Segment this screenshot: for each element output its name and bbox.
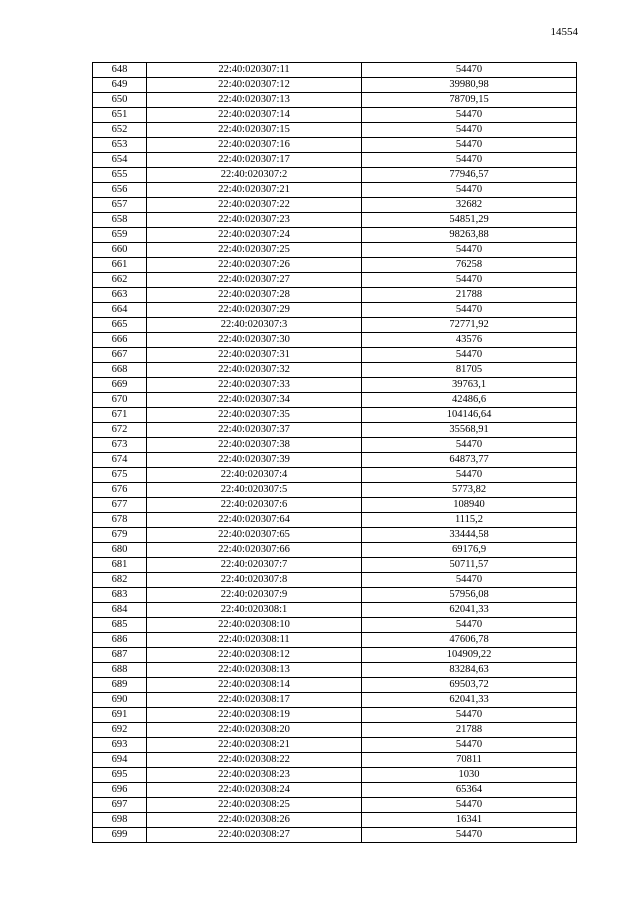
row-number-cell: 697 <box>93 798 147 813</box>
value-cell: 54470 <box>362 798 577 813</box>
cadastral-number-cell: 22:40:020307:14 <box>147 108 362 123</box>
row-number-cell: 655 <box>93 168 147 183</box>
table-row <box>93 228 577 243</box>
table-row <box>93 618 577 633</box>
row-number-cell: 659 <box>93 228 147 243</box>
row-number-cell: 692 <box>93 723 147 738</box>
table-row <box>93 393 577 408</box>
row-number-cell: 693 <box>93 738 147 753</box>
cadastral-number-cell: 22:40:020307:29 <box>147 303 362 318</box>
table-row <box>93 603 577 618</box>
value-cell: 62041,33 <box>362 603 577 618</box>
value-cell: 76258 <box>362 258 577 273</box>
table-row <box>93 753 577 768</box>
table-row <box>93 423 577 438</box>
row-number-cell: 677 <box>93 498 147 513</box>
row-number-cell: 685 <box>93 618 147 633</box>
table-row <box>93 663 577 678</box>
table-row <box>93 273 577 288</box>
value-cell: 43576 <box>362 333 577 348</box>
row-number-cell: 676 <box>93 483 147 498</box>
row-number-cell: 688 <box>93 663 147 678</box>
table-row <box>93 573 577 588</box>
value-cell: 54470 <box>362 243 577 258</box>
value-cell: 108940 <box>362 498 577 513</box>
row-number-cell: 673 <box>93 438 147 453</box>
value-cell: 104909,22 <box>362 648 577 663</box>
row-number-cell: 652 <box>93 123 147 138</box>
value-cell: 57956,08 <box>362 588 577 603</box>
row-number-cell: 672 <box>93 423 147 438</box>
row-number-cell: 653 <box>93 138 147 153</box>
table-row <box>93 378 577 393</box>
value-cell: 65364 <box>362 783 577 798</box>
value-cell: 16341 <box>362 813 577 828</box>
table-row <box>93 93 577 108</box>
cadastral-number-cell: 22:40:020307:66 <box>147 543 362 558</box>
row-number-cell: 648 <box>93 63 147 78</box>
value-cell: 78709,15 <box>362 93 577 108</box>
value-cell: 21788 <box>362 723 577 738</box>
cadastral-number-cell: 22:40:020308:14 <box>147 678 362 693</box>
cadastral-number-cell: 22:40:020307:64 <box>147 513 362 528</box>
row-number-cell: 695 <box>93 768 147 783</box>
value-cell: 72771,92 <box>362 318 577 333</box>
cadastral-number-cell: 22:40:020307:13 <box>147 93 362 108</box>
value-cell: 54470 <box>362 108 577 123</box>
value-cell: 54470 <box>362 303 577 318</box>
table-row <box>93 453 577 468</box>
value-cell: 42486,6 <box>362 393 577 408</box>
row-number-cell: 674 <box>93 453 147 468</box>
row-number-cell: 656 <box>93 183 147 198</box>
row-number-cell: 680 <box>93 543 147 558</box>
value-cell: 104146,64 <box>362 408 577 423</box>
table-row <box>93 123 577 138</box>
cadastral-number-cell: 22:40:020307:32 <box>147 363 362 378</box>
cadastral-number-cell: 22:40:020307:9 <box>147 588 362 603</box>
row-number-cell: 660 <box>93 243 147 258</box>
cadastral-number-cell: 22:40:020307:38 <box>147 438 362 453</box>
value-cell: 54470 <box>362 708 577 723</box>
cadastral-number-cell: 22:40:020307:65 <box>147 528 362 543</box>
cadastral-number-cell: 22:40:020308:19 <box>147 708 362 723</box>
value-cell: 54470 <box>362 183 577 198</box>
table-row <box>93 363 577 378</box>
table-row <box>93 633 577 648</box>
value-cell: 54470 <box>362 438 577 453</box>
table-row <box>93 183 577 198</box>
value-cell: 54470 <box>362 138 577 153</box>
row-number-cell: 684 <box>93 603 147 618</box>
value-cell: 54470 <box>362 573 577 588</box>
value-cell: 39980,98 <box>362 78 577 93</box>
table-row <box>93 138 577 153</box>
cadastral-number-cell: 22:40:020307:35 <box>147 408 362 423</box>
row-number-cell: 681 <box>93 558 147 573</box>
cadastral-number-cell: 22:40:020307:8 <box>147 573 362 588</box>
row-number-cell: 658 <box>93 213 147 228</box>
value-cell: 39763,1 <box>362 378 577 393</box>
value-cell: 47606,78 <box>362 633 577 648</box>
value-cell: 54470 <box>362 828 577 843</box>
value-cell: 54470 <box>362 123 577 138</box>
table-row <box>93 168 577 183</box>
cadastral-number-cell: 22:40:020308:10 <box>147 618 362 633</box>
table-row <box>93 198 577 213</box>
cadastral-number-cell: 22:40:020307:39 <box>147 453 362 468</box>
value-cell: 54470 <box>362 348 577 363</box>
row-number-cell: 649 <box>93 78 147 93</box>
row-number-cell: 650 <box>93 93 147 108</box>
table-row <box>93 348 577 363</box>
row-number-cell: 665 <box>93 318 147 333</box>
table-row <box>93 63 577 78</box>
table-row <box>93 498 577 513</box>
table-row <box>93 693 577 708</box>
cadastral-number-cell: 22:40:020307:2 <box>147 168 362 183</box>
table-body <box>93 63 577 843</box>
value-cell: 81705 <box>362 363 577 378</box>
cadastral-number-cell: 22:40:020307:17 <box>147 153 362 168</box>
cadastral-number-cell: 22:40:020308:11 <box>147 633 362 648</box>
table-row <box>93 153 577 168</box>
row-number-cell: 683 <box>93 588 147 603</box>
row-number-cell: 662 <box>93 273 147 288</box>
value-cell: 32682 <box>362 198 577 213</box>
value-cell: 54470 <box>362 153 577 168</box>
cadastral-number-cell: 22:40:020307:5 <box>147 483 362 498</box>
cadastral-number-cell: 22:40:020307:6 <box>147 498 362 513</box>
value-cell: 1115,2 <box>362 513 577 528</box>
value-cell: 50711,57 <box>362 558 577 573</box>
cadastral-number-cell: 22:40:020308:25 <box>147 798 362 813</box>
table-row <box>93 288 577 303</box>
cadastral-number-cell: 22:40:020307:15 <box>147 123 362 138</box>
table-row <box>93 258 577 273</box>
value-cell: 54470 <box>362 618 577 633</box>
cadastral-number-cell: 22:40:020307:37 <box>147 423 362 438</box>
value-cell: 69503,72 <box>362 678 577 693</box>
row-number-cell: 687 <box>93 648 147 663</box>
cadastral-number-cell: 22:40:020307:31 <box>147 348 362 363</box>
cadastral-number-cell: 22:40:020308:22 <box>147 753 362 768</box>
row-number-cell: 689 <box>93 678 147 693</box>
cadastral-number-cell: 22:40:020307:12 <box>147 78 362 93</box>
cadastral-number-cell: 22:40:020307:4 <box>147 468 362 483</box>
value-cell: 21788 <box>362 288 577 303</box>
cadastral-number-cell: 22:40:020307:25 <box>147 243 362 258</box>
table-row <box>93 213 577 228</box>
cadastral-number-cell: 22:40:020307:11 <box>147 63 362 78</box>
table-row <box>93 783 577 798</box>
row-number-cell: 663 <box>93 288 147 303</box>
row-number-cell: 657 <box>93 198 147 213</box>
cadastral-number-cell: 22:40:020307:30 <box>147 333 362 348</box>
row-number-cell: 678 <box>93 513 147 528</box>
row-number-cell: 694 <box>93 753 147 768</box>
cadastral-number-cell: 22:40:020308:26 <box>147 813 362 828</box>
row-number-cell: 667 <box>93 348 147 363</box>
table-row <box>93 558 577 573</box>
table-row <box>93 438 577 453</box>
row-number-cell: 698 <box>93 813 147 828</box>
row-number-cell: 661 <box>93 258 147 273</box>
table-row <box>93 243 577 258</box>
cadastral-number-cell: 22:40:020307:27 <box>147 273 362 288</box>
table-row <box>93 108 577 123</box>
page-number: 14554 <box>550 26 578 38</box>
row-number-cell: 691 <box>93 708 147 723</box>
cadastral-number-cell: 22:40:020308:23 <box>147 768 362 783</box>
row-number-cell: 671 <box>93 408 147 423</box>
value-cell: 77946,57 <box>362 168 577 183</box>
cadastral-number-cell: 22:40:020308:27 <box>147 828 362 843</box>
row-number-cell: 664 <box>93 303 147 318</box>
table-row <box>93 528 577 543</box>
row-number-cell: 696 <box>93 783 147 798</box>
table-row <box>93 543 577 558</box>
table-row <box>93 303 577 318</box>
value-cell: 33444,58 <box>362 528 577 543</box>
row-number-cell: 654 <box>93 153 147 168</box>
cadastral-number-cell: 22:40:020307:22 <box>147 198 362 213</box>
row-number-cell: 679 <box>93 528 147 543</box>
table-row <box>93 708 577 723</box>
row-number-cell: 699 <box>93 828 147 843</box>
value-cell: 69176,9 <box>362 543 577 558</box>
value-cell: 70811 <box>362 753 577 768</box>
cadastral-number-cell: 22:40:020307:24 <box>147 228 362 243</box>
table-row <box>93 483 577 498</box>
value-cell: 54470 <box>362 63 577 78</box>
table-row <box>93 813 577 828</box>
cadastral-number-cell: 22:40:020307:26 <box>147 258 362 273</box>
table-row <box>93 648 577 663</box>
cadastral-number-cell: 22:40:020308:21 <box>147 738 362 753</box>
cadastral-number-cell: 22:40:020308:24 <box>147 783 362 798</box>
table-row <box>93 513 577 528</box>
value-cell: 54851,29 <box>362 213 577 228</box>
cadastral-number-cell: 22:40:020307:21 <box>147 183 362 198</box>
table-row <box>93 588 577 603</box>
value-cell: 35568,91 <box>362 423 577 438</box>
row-number-cell: 668 <box>93 363 147 378</box>
value-cell: 62041,33 <box>362 693 577 708</box>
table-row <box>93 318 577 333</box>
row-number-cell: 651 <box>93 108 147 123</box>
row-number-cell: 690 <box>93 693 147 708</box>
value-cell: 5773,82 <box>362 483 577 498</box>
row-number-cell: 686 <box>93 633 147 648</box>
table-row <box>93 798 577 813</box>
table-row <box>93 738 577 753</box>
row-number-cell: 670 <box>93 393 147 408</box>
cadastral-number-cell: 22:40:020307:3 <box>147 318 362 333</box>
row-number-cell: 669 <box>93 378 147 393</box>
cadastral-number-cell: 22:40:020308:13 <box>147 663 362 678</box>
value-cell: 98263,88 <box>362 228 577 243</box>
table-row <box>93 468 577 483</box>
cadastral-number-cell: 22:40:020307:33 <box>147 378 362 393</box>
row-number-cell: 666 <box>93 333 147 348</box>
value-cell: 54470 <box>362 468 577 483</box>
table-row <box>93 333 577 348</box>
table-row <box>93 408 577 423</box>
value-cell: 54470 <box>362 273 577 288</box>
value-cell: 83284,63 <box>362 663 577 678</box>
table-row <box>93 678 577 693</box>
cadastral-number-cell: 22:40:020308:12 <box>147 648 362 663</box>
cadastral-number-cell: 22:40:020307:28 <box>147 288 362 303</box>
value-cell: 64873,77 <box>362 453 577 468</box>
value-cell: 54470 <box>362 738 577 753</box>
cadastral-number-cell: 22:40:020307:34 <box>147 393 362 408</box>
row-number-cell: 675 <box>93 468 147 483</box>
cadastral-number-cell: 22:40:020308:20 <box>147 723 362 738</box>
cadastral-number-cell: 22:40:020308:17 <box>147 693 362 708</box>
table-row <box>93 828 577 843</box>
row-number-cell: 682 <box>93 573 147 588</box>
table-row <box>93 723 577 738</box>
cadastral-number-cell: 22:40:020308:1 <box>147 603 362 618</box>
cadastral-value-table <box>92 62 577 843</box>
cadastral-number-cell: 22:40:020307:16 <box>147 138 362 153</box>
value-cell: 1030 <box>362 768 577 783</box>
cadastral-number-cell: 22:40:020307:23 <box>147 213 362 228</box>
cadastral-number-cell: 22:40:020307:7 <box>147 558 362 573</box>
table-row <box>93 78 577 93</box>
table-row <box>93 768 577 783</box>
